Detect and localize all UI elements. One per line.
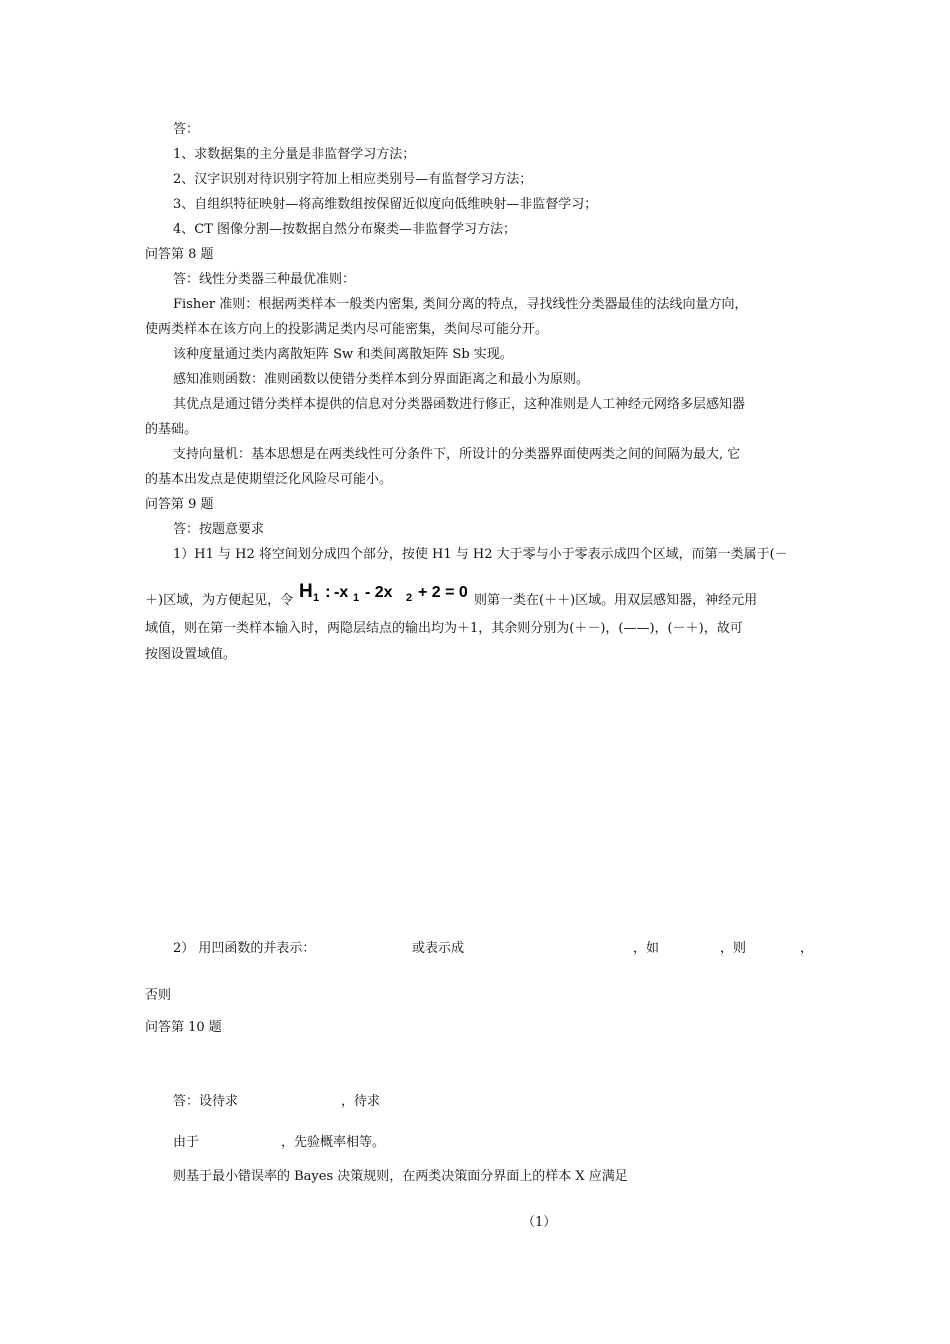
q10-bayes-rule: 则基于最小错误率的 Bayes 决策规则，在两类决策面分界面上的样本 X 应满足 (173, 1169, 628, 1184)
page-number: （1） (522, 1215, 557, 1230)
q9-part2-lead: 2） 用凹函数的并表示： (173, 941, 316, 956)
answer-label: 答： (173, 122, 200, 137)
formula-expr-2: - 2x (365, 584, 393, 601)
formula-sub-1: 1 (313, 592, 320, 604)
q9-part2-such-as: ，如 (633, 941, 660, 956)
q9-part1-line-4: 按图设置域值。 (145, 647, 237, 662)
q10-answer-seek: ，待求 (341, 1094, 381, 1109)
q8-perceptron-line-2: 其优点是通过错分类样本提供的信息对分类器函数进行修正，这种准则是人工神经元网络多层感知器 (173, 397, 746, 412)
question-8-heading: 问答第 8 题 (145, 247, 214, 262)
q9-part1-line-2a: ＋)区域，为方便起见，令 (145, 593, 294, 608)
formula-sub-2: 1 (353, 592, 360, 604)
q8-fisher-line-1: Fisher 准则：根据两类样本一般类内密集, 类间分离的特点，寻找线性分类器最佳的法线向量方向， (173, 297, 748, 312)
q9-part1-line-1: 1）H1 与 H2 将空间划分成四个部分，按使 H1 与 H2 大于零与小于零表示成四个区域，而第一类属于(－ (173, 547, 788, 562)
answer-item-2: 2、汉字识别对待识别字符加上相应类别号—有监督学习方法； (173, 172, 533, 187)
question-9-heading: 问答第 9 题 (145, 497, 214, 512)
formula-h: H (299, 581, 313, 602)
q8-svm-line-2: 的基本出发点是使期望泛化风险尽可能小。 (145, 472, 393, 487)
q9-part2-otherwise: 否则 (145, 988, 172, 1003)
q9-answer-intro: 答：按题意要求 (173, 522, 265, 537)
q9-part1-line-3: 域值，则在第一类样本输入时，两隐层结点的输出均为＋1，其余则分别为(＋－)，(——)，(－＋)，故可 (145, 621, 743, 636)
q8-fisher-line-3: 该种度量通过类内离散矩阵 Sw 和类间离散矩阵 Sb 实现。 (173, 347, 513, 362)
answer-item-3: 3、自组织特征映射—将高维数组按保留近似度向低维映射—非监督学习； (173, 197, 598, 212)
formula-sub-3: 2 (406, 592, 413, 604)
q9-part2-or: 或表示成 (412, 941, 465, 956)
q8-perceptron-line-3: 的基础。 (145, 422, 198, 437)
q9-part2-comma: ， (800, 941, 814, 956)
q9-part1-line-2b: 则第一类在(＋＋)区域。用双层感知器，神经元用 (474, 593, 758, 608)
formula-colon: : (325, 582, 331, 601)
answer-item-1: 1、求数据集的主分量是非监督学习方法； (173, 147, 416, 162)
q8-perceptron-line-1: 感知准则函数：准则函数以使错分类样本到分界面距离之和最小为原则。 (173, 372, 590, 387)
hyperplane-formula (298, 579, 476, 605)
formula-expr-1: -x (334, 584, 349, 601)
q10-since: 由于 (173, 1135, 200, 1150)
formula-expr-3: + 2 = 0 (418, 584, 468, 601)
q8-svm-line-1: 支持向量机：基本思想是在两类线性可分条件下，所设计的分类器界面使两类之间的间隔为最大, 它 (173, 447, 741, 462)
q10-answer-lead: 答：设待求 (173, 1094, 239, 1109)
q8-answer-intro: 答：线性分类器三种最优准则： (173, 272, 356, 287)
q8-fisher-line-2: 使两类样本在该方向上的投影满足类内尽可能密集，类间尽可能分开。 (145, 322, 549, 337)
q9-part2-then: ，则 (720, 941, 747, 956)
question-10-heading: 问答第 10 题 (145, 1020, 222, 1035)
answer-item-4: 4、CT 图像分割—按数据自然分布聚类—非监督学习方法； (173, 222, 517, 237)
q10-equal-priors: ，先验概率相等。 (281, 1135, 386, 1150)
